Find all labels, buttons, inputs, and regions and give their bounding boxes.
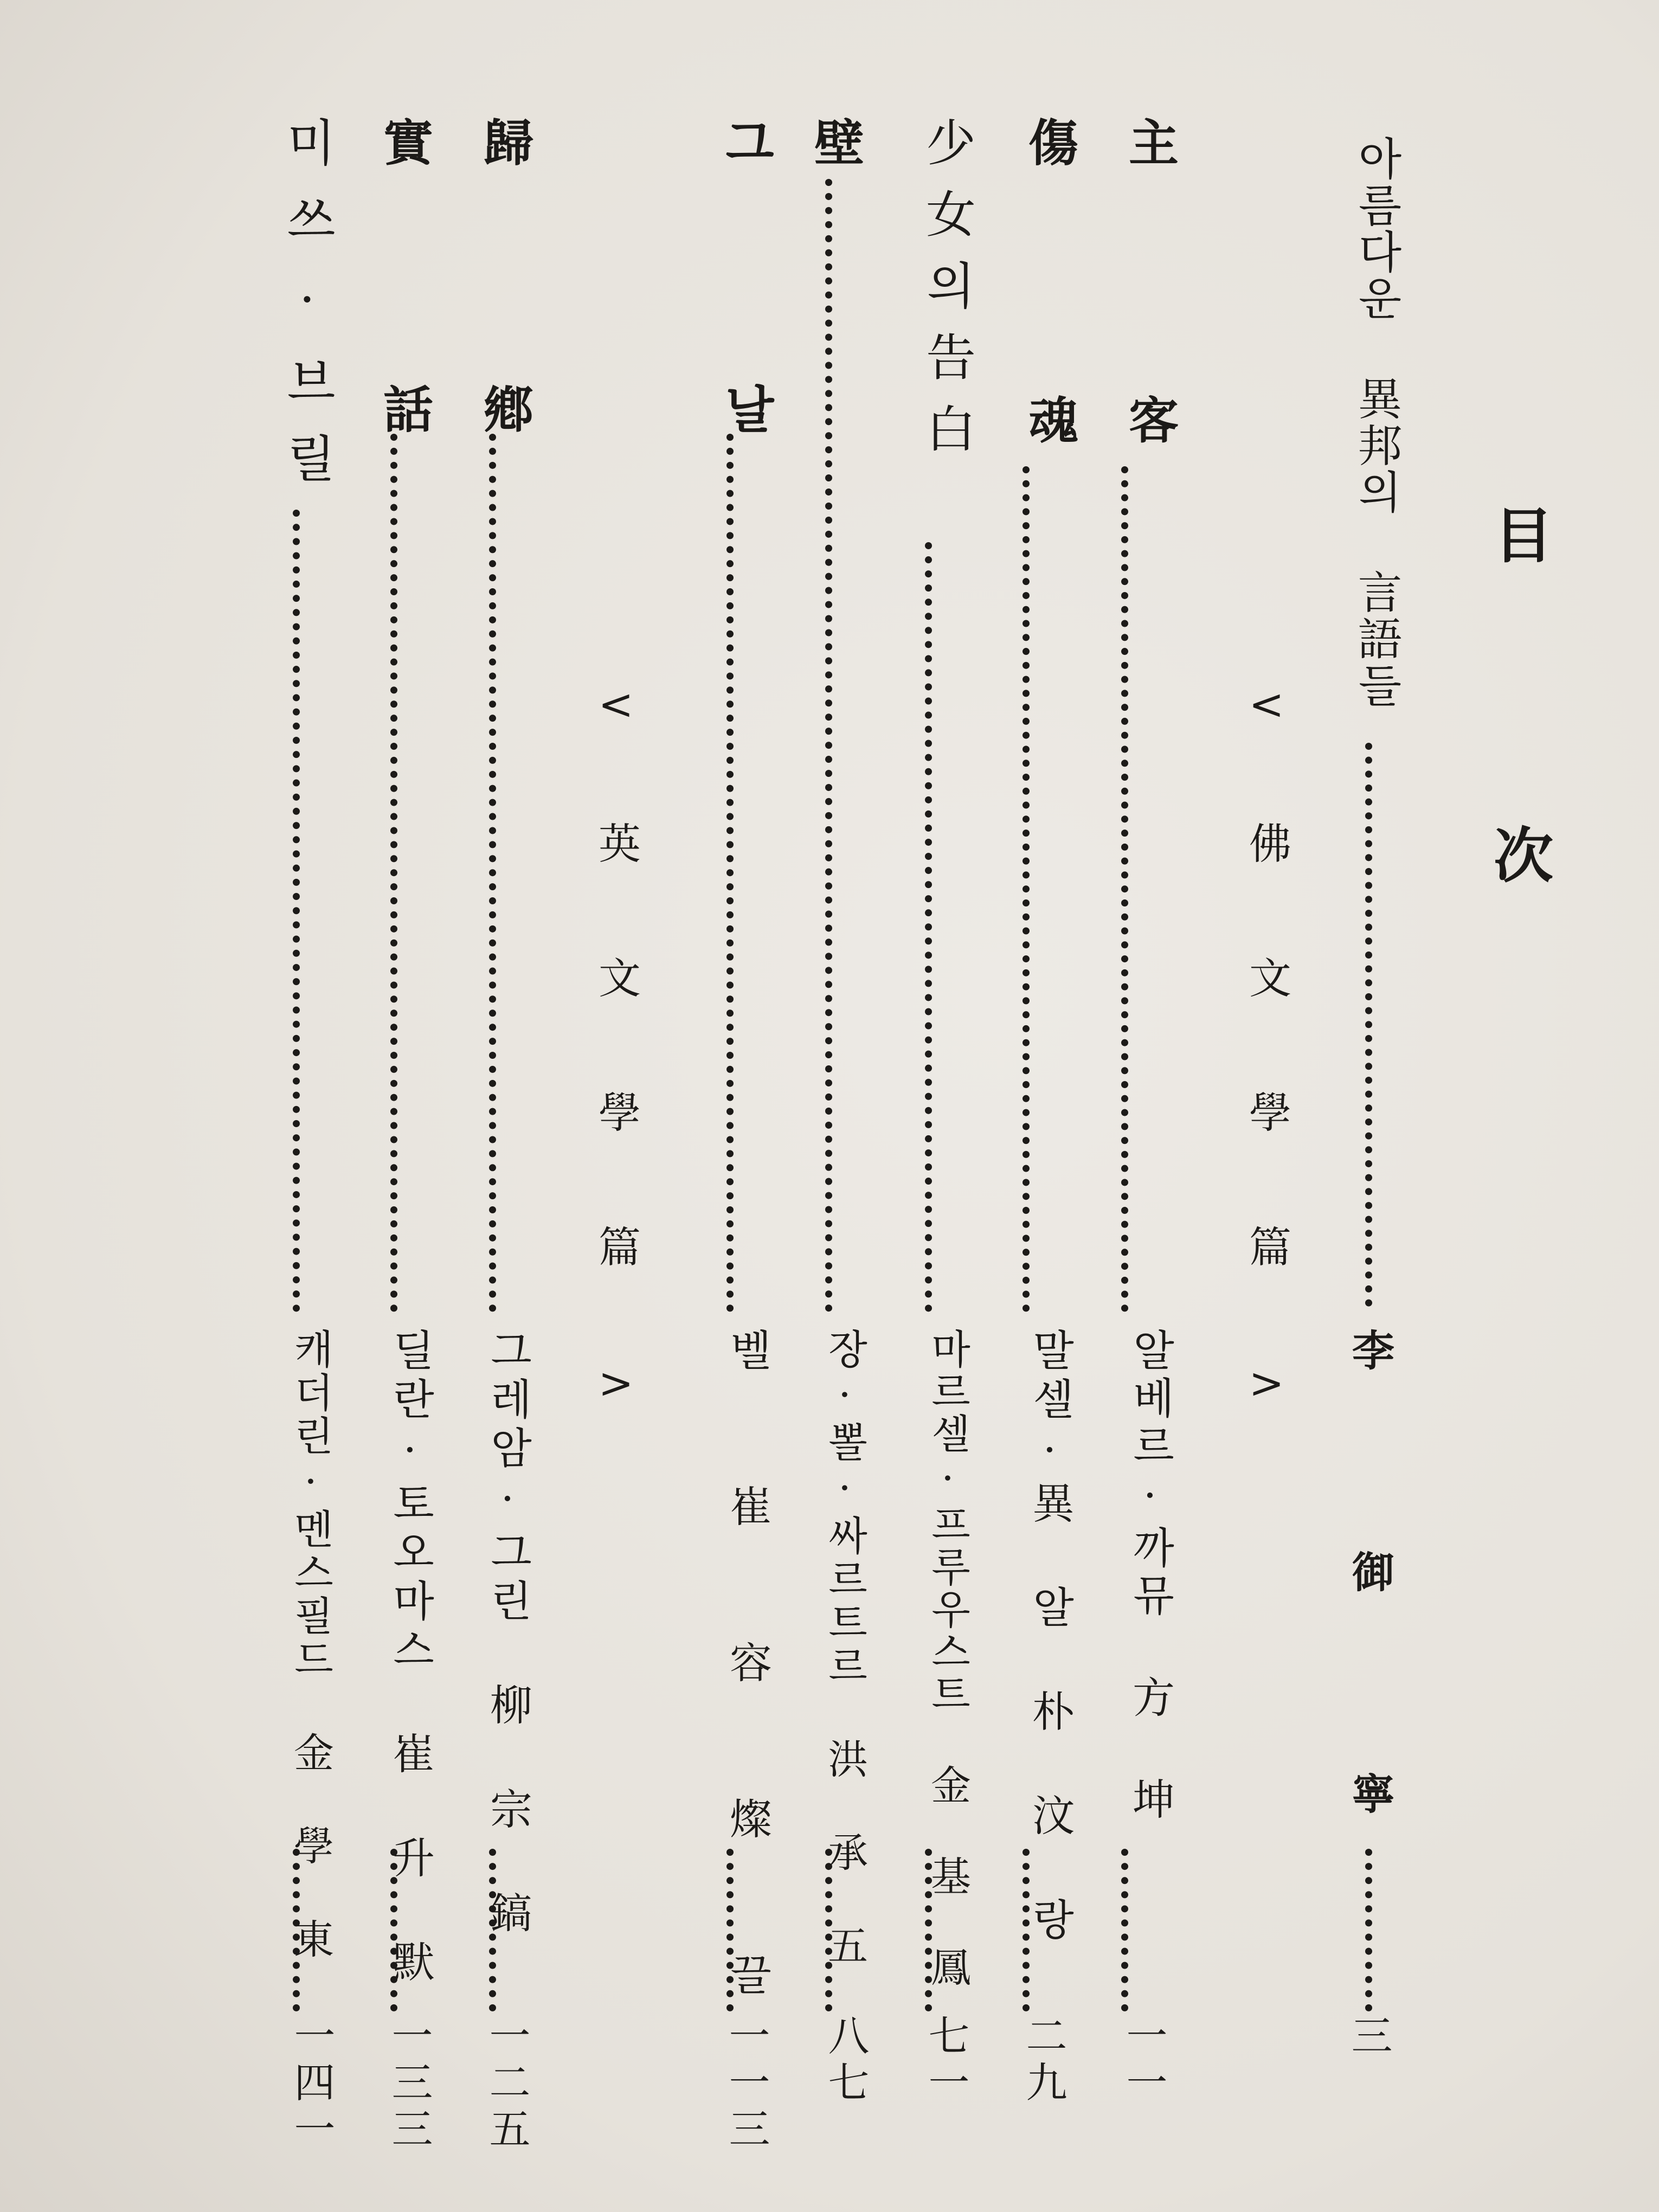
entry-title: 壁	[806, 117, 865, 198]
section-heading-english: <英文學篇>	[591, 680, 640, 1500]
entry-page: 一一	[1120, 2014, 1168, 2107]
dot-leader	[726, 434, 734, 1312]
entry-page: 二九	[1019, 2014, 1068, 2107]
dot-leader	[390, 434, 397, 1312]
dot-leader	[1121, 466, 1128, 1312]
dot-leader	[825, 179, 832, 1312]
entry-author: 마르셀·프루우스트 金 基 鳳	[924, 1328, 971, 1989]
dot-leader	[390, 1849, 397, 2011]
entry-author: 캐더린·멘스필드 金 學 東	[287, 1328, 334, 1962]
entry-author: 알베르·까뮤 方 坤	[1126, 1328, 1174, 1825]
dot-leader	[293, 510, 300, 1312]
section-heading-buddhist: <佛文學篇>	[1242, 680, 1291, 1500]
dot-leader	[1023, 1849, 1030, 2011]
dot-leader	[1365, 1849, 1372, 2011]
entry-author: 그레암·그린 柳 宗 鎬	[483, 1328, 532, 1940]
entry-title: 歸鄕	[475, 117, 534, 650]
entry-title: 아름다운 異邦의 言語들	[1351, 136, 1402, 709]
dot-leader	[925, 1849, 932, 2011]
entry-author: 장·뽈·싸르트르 洪 承 五	[821, 1328, 868, 1968]
dot-leader	[726, 1849, 734, 2011]
dot-leader	[1365, 743, 1372, 1307]
entry-title: 實話	[375, 117, 434, 650]
entry-page: 一三三	[385, 2014, 433, 2154]
entry-page: 一四一	[287, 2014, 336, 2154]
entry-title: 그날	[717, 117, 775, 650]
dot-leader	[1023, 466, 1030, 1312]
entry-title: 少女의告白	[918, 117, 976, 474]
entry-author: 말셀·異 알 朴 汶 랑	[1025, 1328, 1074, 1946]
dot-leader	[489, 434, 496, 1312]
dot-leader	[489, 1849, 496, 2011]
entry-author: 딜란·토오마스 崔 升 默	[385, 1328, 434, 1989]
entry-title: 主客	[1121, 117, 1179, 672]
entry-page: 三	[1345, 2014, 1393, 2061]
entry-author: 벨 崔 容 燦 끌	[723, 1328, 771, 2028]
entry-page: 一一三	[722, 2014, 770, 2154]
entry-title: 傷魂	[1020, 117, 1079, 672]
entry-page: 一二五	[483, 2014, 531, 2154]
dot-leader	[1121, 1849, 1128, 2011]
entry-title: 미쓰·브릴	[278, 117, 336, 510]
entry-page: 八七	[821, 2014, 870, 2107]
entry-page: 七一	[922, 2014, 970, 2107]
dot-leader	[825, 1849, 832, 2011]
page-title: 目次	[1484, 504, 1554, 1144]
dot-leader	[293, 1849, 300, 2011]
entry-author: 李 御 寧	[1345, 1328, 1394, 1879]
dot-leader	[925, 542, 932, 1312]
